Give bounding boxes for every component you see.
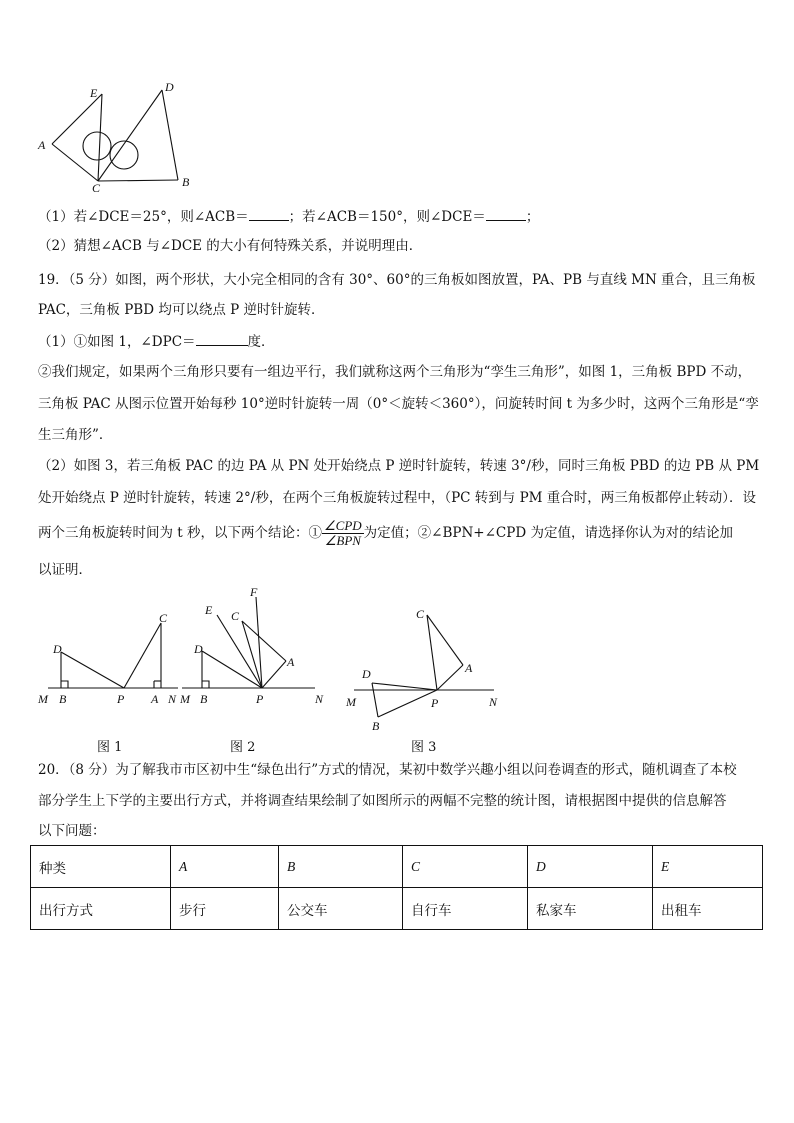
q19-line8: 处开始绕点 P 逆时针旋转，转速 2°/秒，在两个三角板旋转过程中，（PC 转到与 PM 重合时，两三角板都停止转动）．设 <box>38 490 757 506</box>
table-cell: 自行车 <box>403 888 528 930</box>
label-M: M <box>180 692 190 706</box>
fig3-caption: 图 3 <box>411 740 437 755</box>
label-B: B <box>182 175 190 189</box>
label-P: P <box>431 696 439 710</box>
q19-line7: （2）如图 3，若三角板 PAC 的边 PA 从 PN 处开始绕点 P 逆时针旋转，转速 3°/秒，同时三角板 PBD 的边 PB 从 PM <box>38 458 760 474</box>
q19-line1: 19．（5 分）如图，两个形状，大小完全相同的含有 30°、60°的三角板如图放置，PA、PB 与直线 MN 重合，且三角板 <box>38 272 756 288</box>
q19-line4: ②我们规定，如果两个三角形只要有一组边平行，我们就称这两个三角形为“孪生三角形”，如图 1，三角板 BPD 不动， <box>38 364 752 380</box>
answer-blank[interactable] <box>196 331 248 346</box>
table-cell: 出行方式 <box>31 888 171 930</box>
table-cell: 公交车 <box>279 888 403 930</box>
figure-1 <box>36 605 186 705</box>
label-A: A <box>465 661 473 675</box>
table-cell: C <box>403 846 528 888</box>
q18-part2: （2）猜想∠ACB 与∠DCE 的大小有何特殊关系，并说明理由． <box>38 238 423 254</box>
survey-table <box>30 845 763 930</box>
q20-line2: 部分学生上下学的主要出行方式，并将调查结果绘制了如图所示的两幅不完整的统计图，请根据图中提供的信息解答 <box>38 793 727 809</box>
label-P: P <box>256 692 264 706</box>
table-cell: D <box>528 846 653 888</box>
q19-line9: 两个三角板旋转时间为 t 秒，以下两个结论：① $\frac{\text{∠CPD}}{\text{∠BPN}}$ 为定值；②∠BPN+∠CPD 为定值，请选择你认为对的结论加 <box>38 518 733 548</box>
table-cell: 出租车 <box>653 888 763 930</box>
table-cell: 种类 <box>31 846 171 888</box>
label-B: B <box>59 692 67 705</box>
label-B: B <box>200 692 208 706</box>
label-C: C <box>416 607 425 621</box>
label-A: A <box>151 692 159 705</box>
label-E: E <box>205 603 213 617</box>
label-A: A <box>287 655 295 669</box>
answer-blank[interactable] <box>486 206 526 221</box>
label-C: C <box>231 609 240 623</box>
label-N: N <box>315 692 324 706</box>
table-cell: 步行 <box>171 888 279 930</box>
top-figure <box>30 78 200 193</box>
label-N: N <box>489 695 498 709</box>
label-C: C <box>92 181 101 193</box>
table-cell: B <box>279 846 403 888</box>
table-cell: E <box>653 846 763 888</box>
table-row <box>31 888 763 930</box>
answer-blank[interactable] <box>249 206 289 221</box>
q19-line5: 三角板 PAC 从图示位置开始每秒 10°逆时针旋转一周（0°＜旋转＜360°），问旋转时间 t 为多少时，这两个三角形是“孪 <box>38 396 759 412</box>
table-cell: A <box>171 846 279 888</box>
table-row <box>31 846 763 888</box>
label-D: D <box>165 80 174 94</box>
fraction: $\frac{\text{∠CPD}}{\text{∠BPN}}$ <box>324 518 362 548</box>
label-C: C <box>159 611 168 625</box>
label-M: M <box>38 692 48 705</box>
label-M: M <box>346 695 356 709</box>
q20-line3: 以下问题： <box>38 823 106 839</box>
table-cell: 私家车 <box>528 888 653 930</box>
figure-3 <box>342 603 512 733</box>
q20-line1: 20．（8 分）为了解我市市区初中生“绿色出行”方式的情况，某初中数学兴趣小组以问卷调查的形式，随机调查了本校 <box>38 762 737 778</box>
label-B: B <box>372 719 380 733</box>
fig2-caption: 图 2 <box>230 740 256 755</box>
label-E: E <box>90 86 98 100</box>
label-P: P <box>117 692 125 705</box>
q19-line6: 生三角形”． <box>38 427 113 443</box>
label-D: D <box>53 642 62 656</box>
q19-line10: 以证明． <box>38 562 92 578</box>
figure-2 <box>180 583 340 708</box>
fig1-caption: 图 1 <box>97 740 123 755</box>
label-D: D <box>194 642 203 656</box>
q18-part1: （1）若∠DCE＝25°，则∠ACB＝ ；若∠ACB＝150°，则∠DCE＝ ； <box>38 206 768 227</box>
q19-line3: （1）①如图 1，∠DPC＝ 度． <box>38 331 768 352</box>
label-N: N <box>168 692 177 705</box>
label-F: F <box>250 585 258 599</box>
q19-line2: PAC，三角板 PBD 均可以绕点 P 逆时针旋转． <box>38 302 325 318</box>
label-A: A <box>38 138 46 152</box>
label-D: D <box>362 667 371 681</box>
